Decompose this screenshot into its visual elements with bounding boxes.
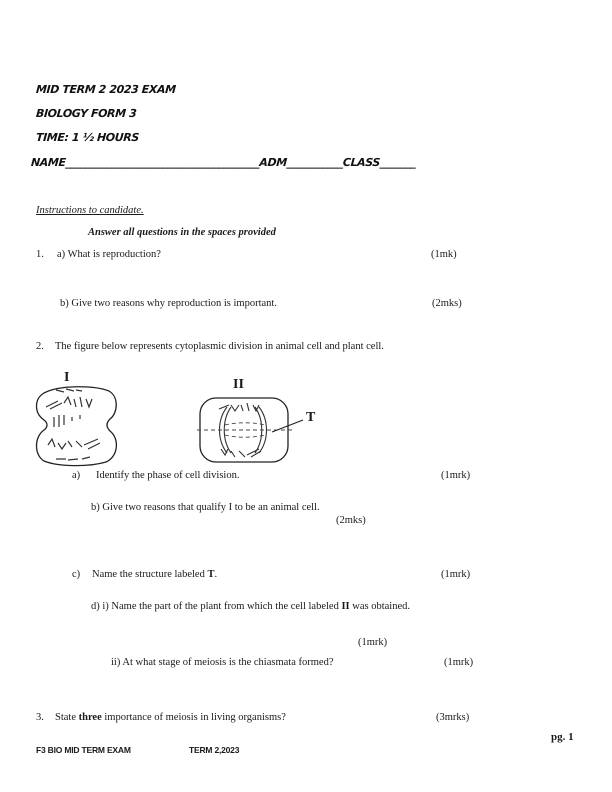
- exam-time: TIME: 1 ½ HOURS: [35, 131, 140, 144]
- question-2a-label: a): [72, 470, 81, 481]
- question-1a-text: a) What is reproduction?: [57, 249, 161, 260]
- question-1b-marks: (2mks): [432, 298, 462, 309]
- question-1a-marks: (1mk): [431, 249, 457, 260]
- question-2b-text: b) Give two reasons that qualify I to be an animal cell.: [91, 502, 320, 513]
- question-2-number: 2.: [36, 341, 44, 352]
- adm-field[interactable]: ADM___________: [258, 156, 344, 169]
- candidate-fields: [31, 156, 417, 169]
- question-2c-marks: (1mrk): [441, 569, 471, 580]
- question-2d-ii-marks: (1mrk): [444, 657, 474, 668]
- footer-exam-name: F3 BIO MID TERM EXAM: [36, 745, 131, 755]
- exam-subject: BIOLOGY FORM 3: [35, 107, 137, 120]
- label-T-pointer-line: [270, 416, 306, 436]
- class-field[interactable]: CLASS_______: [342, 156, 417, 169]
- question-3-marks: (3mrks): [436, 712, 470, 723]
- question-2c-text: Name the structure labeled T.: [92, 569, 218, 580]
- question-2c-label: c): [72, 569, 81, 580]
- figure-label-II: II: [233, 377, 244, 392]
- page-number: pg. 1: [551, 731, 574, 743]
- figure-label-T: T: [306, 410, 316, 425]
- instructions-heading: Instructions to candidate.: [36, 205, 144, 216]
- animal-cell-diagram: [34, 385, 124, 467]
- question-2d-i-marks: (1mrk): [358, 637, 388, 648]
- question-1b-text: b) Give two reasons why reproduction is important.: [60, 298, 277, 309]
- question-2-text: The figure below represents cytoplasmic division in animal cell and plant cell.: [55, 341, 384, 352]
- question-1-number: 1.: [36, 249, 44, 260]
- question-2a-marks: (1mrk): [441, 470, 471, 481]
- question-2d-ii-text: ii) At what stage of meiosis is the chiasmata formed?: [111, 657, 334, 668]
- instructions-text: Answer all questions in the spaces provided: [88, 227, 276, 238]
- question-3-number: 3.: [36, 712, 44, 723]
- footer-term: TERM 2,2023: [189, 745, 240, 755]
- figure-label-I: I: [64, 370, 70, 385]
- question-2d-i-text: d) i) Name the part of the plant from which the cell labeled II was obtained.: [91, 601, 411, 612]
- question-2b-marks: (2mks): [336, 515, 366, 526]
- question-3-text: State three importance of meiosis in living organisms?: [55, 712, 286, 723]
- question-2a-text: Identify the phase of cell division.: [96, 470, 240, 481]
- exam-title: MID TERM 2 2023 EXAM: [35, 83, 177, 96]
- name-field[interactable]: NAME______________________________________: [30, 156, 260, 169]
